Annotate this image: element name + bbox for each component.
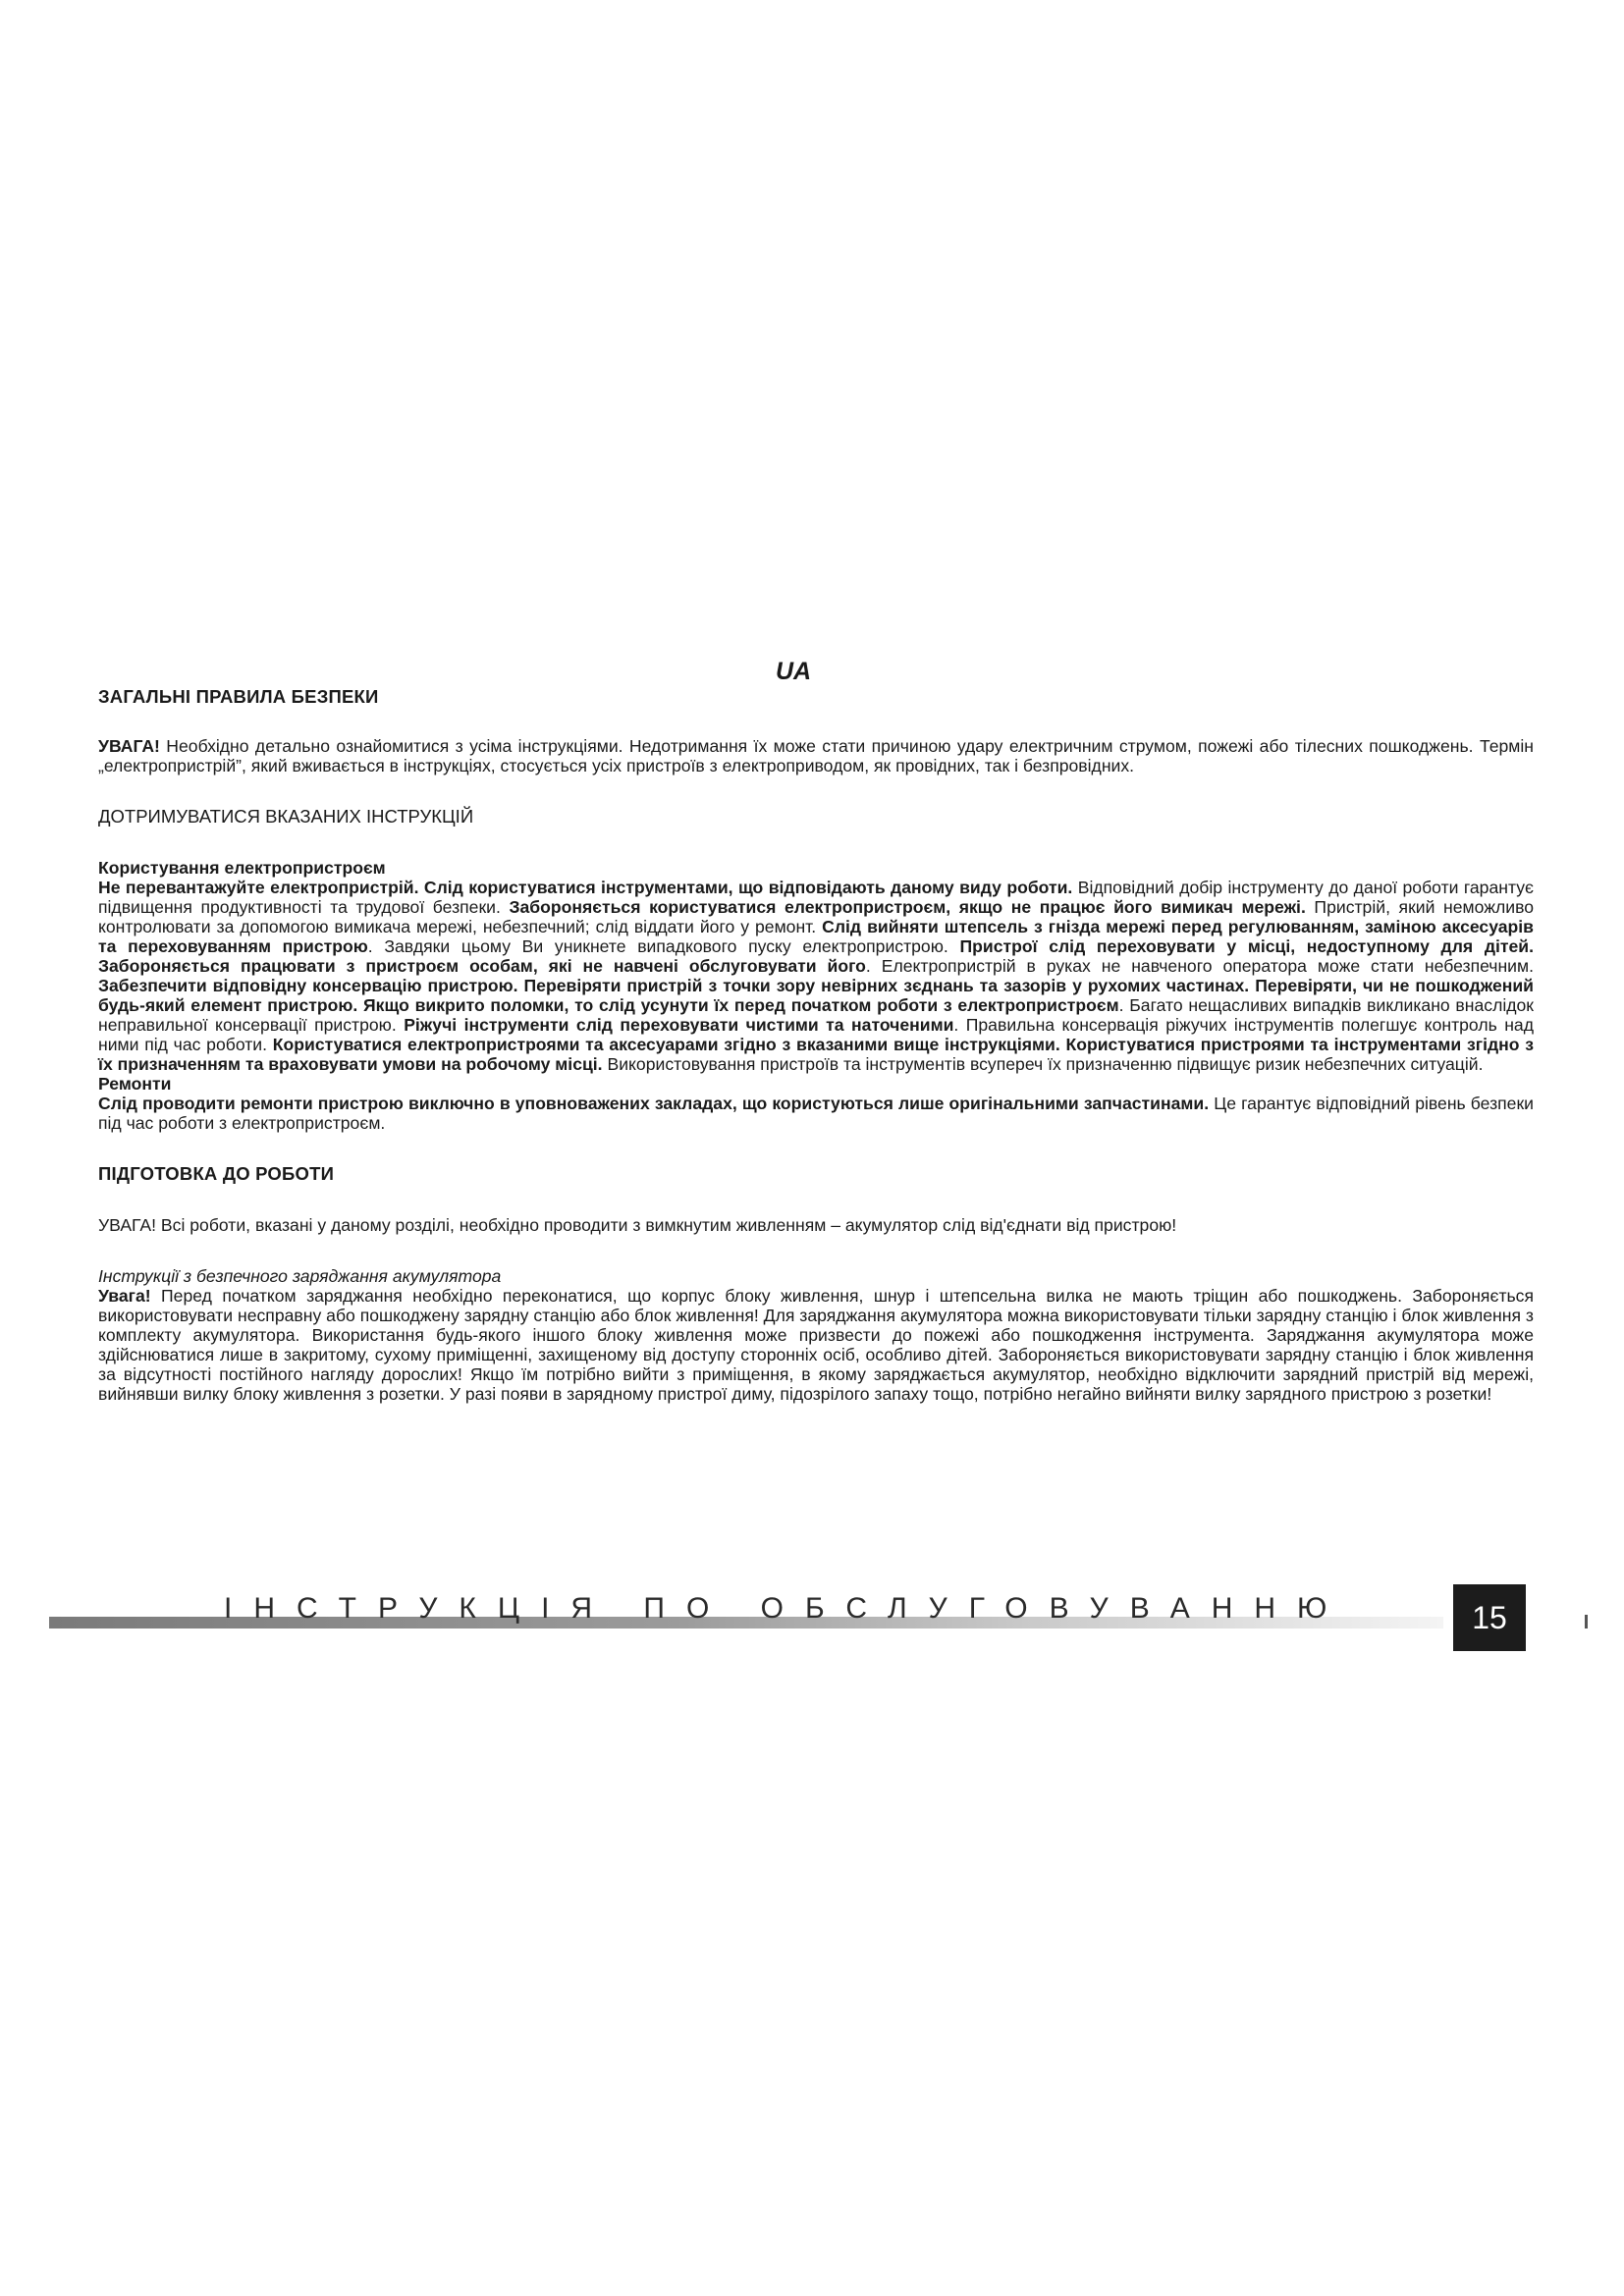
usage-text-1: Відповідний добір інструменту до даної роботи гарантує підвищення продуктивності та трудової безпеки. (98, 878, 1534, 917)
page-body (98, 687, 1534, 1404)
usage-bold-4: Пристрої слід переховувати у місці, недоступному для дітей. Забороняється працювати з пристроєм особам, які не навчені обслуговувати його (98, 936, 1534, 976)
general-warning-paragraph (98, 736, 1534, 775)
warning-label: УВАГА! (98, 736, 160, 756)
repairs-paragraph (98, 1094, 1534, 1133)
usage-bold-6: Ріжучі інструменти слід переховувати чистими та наточеними (404, 1015, 954, 1035)
page-number: 15 (1453, 1584, 1526, 1651)
repairs-bold: Слід проводити ремонти пристрою виключно в уповноважених закладах, що користуються лише оригінальними запчастинами. (98, 1094, 1210, 1113)
preparation-warning: УВАГА! Всі роботи, вказані у даному розділі, необхідно проводити з вимкнутим живленням – акумулятор слід від'єднати від пристрою! (98, 1215, 1177, 1235)
usage-text-5: . Багато нещасливих випадків викликано внаслідок неправильної консервації пристрою. (98, 995, 1534, 1035)
usage-bold-7: Користуватися електропристроями та аксесуарами згідно з вказаними вище інструкціями. Користуватися пристроями та інструментами згідно з їх призначенням та враховувати умови на робочому місці. (98, 1035, 1534, 1074)
usage-text-3: . Завдяки цьому Ви уникнете випадкового пуску електропристрою. (367, 936, 960, 956)
usage-text-4: . Електропристрій в руках не навченого оператора може стати небезпечним. (865, 956, 1534, 976)
preparation-heading: ПІДГОТОВКА ДО РОБОТИ (98, 1163, 335, 1184)
usage-heading: Користування електропристроєм (98, 858, 386, 878)
usage-paragraph (98, 878, 1534, 1074)
warning-text: Необхідно детально ознайомитися з усіма інструкціями. Недотримання їх може стати причиною удару електричним струмом, пожежі або тілесних пошкоджень. Термін „електропристрій”, який вживається в інструкціях, стосується усіх пристроїв з електроприводом, як провідних, так і безпровідних. (98, 736, 1534, 775)
general-safety-heading: ЗАГАЛЬНІ ПРАВИЛА БЕЗПЕКИ (98, 686, 379, 707)
repairs-text: Це гарантує відповідний рівень безпеки під час роботи з електропристроєм. (98, 1094, 1534, 1133)
charging-warning-label: Увага! (98, 1286, 151, 1306)
language-code: UA (776, 658, 812, 685)
edge-mark (1585, 1615, 1588, 1629)
charging-paragraph (98, 1286, 1534, 1404)
usage-text-6: . Правильна консервація ріжучих інструментів полегшує контроль над ними під час роботи. (98, 1015, 1534, 1054)
usage-text-2: Пристрій, який неможливо контролювати за допомогою вимикача мережі, небезпечний; слід віддати його у ремонт. (98, 897, 1534, 936)
usage-bold-2: Забороняється користуватися електропристроєм, якщо не працює його вимикач мережі. (509, 897, 1306, 917)
usage-bold-5: Забезпечити відповідну консервацію пристрою. Перевіряти пристрій з точки зору невірних зєднань та зазорів у рухомих частинах. Перевіряти, чи не пошкоджений будь-який елемент пристрою. Якщо викрито поломки, то слід усунути їх перед початком роботи з електропристроєм (98, 976, 1534, 1015)
footer-title: ІНСТРУКЦІЯ ПО ОБСЛУГОВУВАННЮ (224, 1592, 1349, 1625)
usage-bold-1: Не перевантажуйте електропристрій. Слід користуватися інструментами, що відповідають даному виду роботи. (98, 878, 1073, 897)
charging-text: Перед початком заряджання необхідно переконатися, що корпус блоку живлення, шнур і штепсельна вилка не мають тріщин або пошкоджень. Забороняється використовувати несправну або пошкоджену зарядну станцію або блок живлення! Для заряджання акумулятора можна використовувати тільки зарядну станцію і блок живлення з комплекту акумулятора. Використання будь-якого іншого блоку живлення може призвести до пожежі або пошкодження інструмента. Заряджання акумулятора може здійснюватися лише в закритому, сухому приміщенні, захищеному від доступу сторонніх осіб, особливо дітей. Забороняється використовувати зарядну станцію і блок живлення за відсутності постійного нагляду дорослих! Якщо їм потрібно вийти з приміщення, в якому заряджається акумулятор, необхідно відключити зарядний пристрій від мережі, вийнявши вилку блоку живлення з розетки. У разі появи в зарядному пристрої диму, підозрілого запаху тощо, потрібно негайно вийняти вилку зарядного пристрою з розетки! (98, 1286, 1534, 1404)
usage-bold-3: Слід вийняти штепсель з гнізда мережі перед регулюванням, заміною аксесуарів та переховуванням пристрою (98, 917, 1534, 956)
repairs-heading: Ремонти (98, 1074, 172, 1094)
follow-instructions-line: ДОТРИМУВАТИСЯ ВКАЗАНИХ ІНСТРУКЦІЙ (98, 806, 474, 827)
usage-text-7: Використовування пристроїв та інструментів всупереч їх призначенню підвищує ризик небезпечних ситуацій. (602, 1054, 1484, 1074)
charging-heading: Інструкції з безпечного заряджання акумулятора (98, 1266, 502, 1286)
